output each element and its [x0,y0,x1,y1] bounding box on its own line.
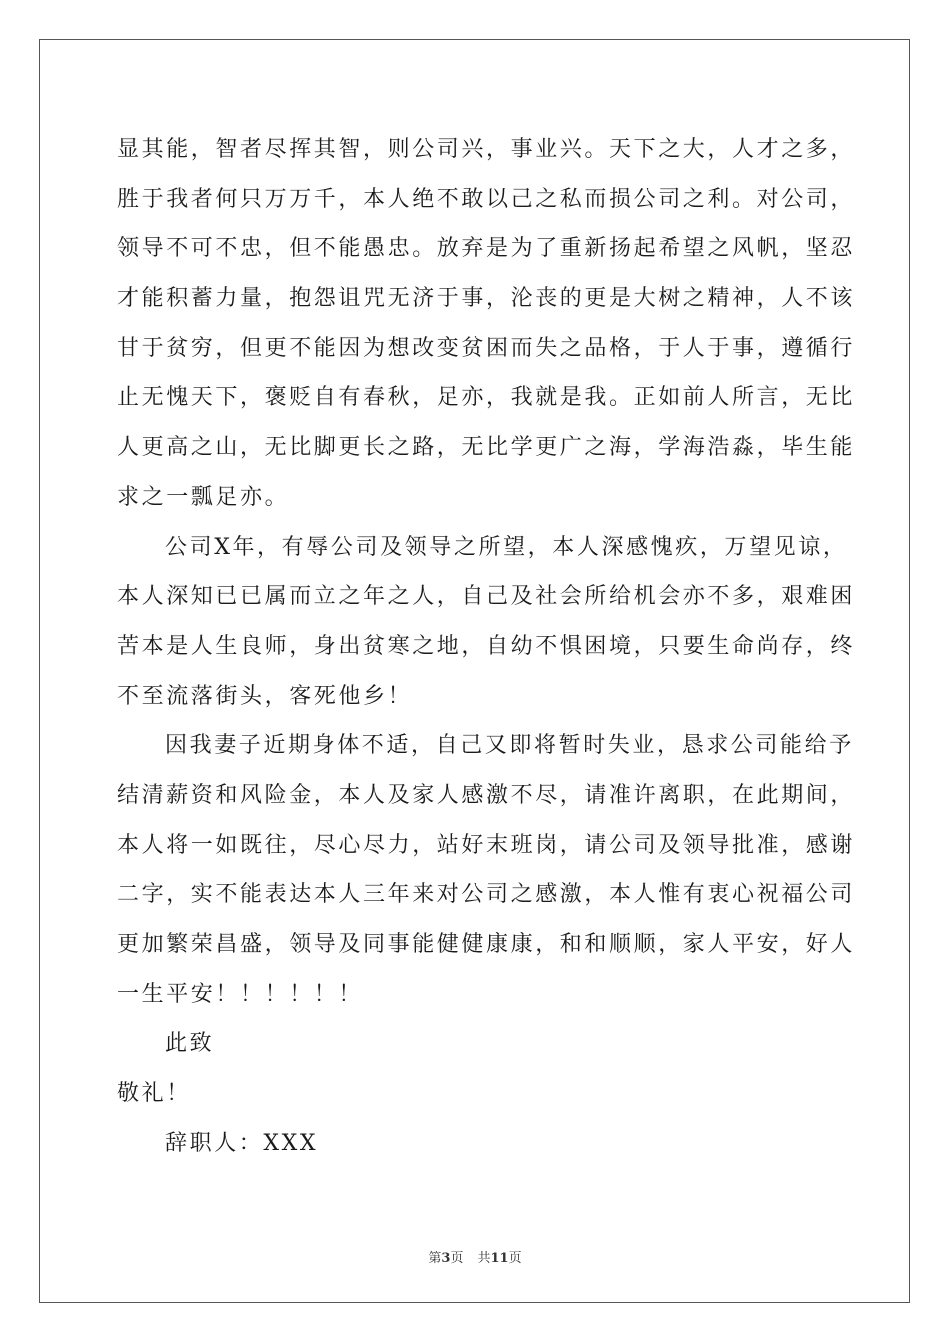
total-pages: 11 [490,1251,509,1266]
text-line-18: 一生平安！！！！！！ [117,981,364,1007]
text-line-17: 更加繁荣昌盛，领导及同事能健健康康，和和顺顺，家人平安，好人 [117,932,856,957]
text-line-1: 显其能，智者尽挥其智，则公司兴，事业兴。天下之大，人才之多， [117,137,856,162]
text-line-15: 本人将一如既往，尽心尽力，站好末班岗，请公司及领导批准，感谢 [117,832,856,858]
text-line-3: 领导不可不忠，但不能愚忠。放弃是为了重新扬起希望之风帆，坚忍 [117,236,856,262]
text-line-7: 人更高之山，无比脚更长之路，无比学更广之海，学海浩淼，毕生能 [117,435,856,461]
text-line-11: 苦本是人生良师，身出贫寒之地，自幼不惧困境，只要生命尚存，终 [117,633,856,659]
closing-regards: 敬礼！ [117,1081,191,1107]
text-line-2: 胜于我者何只万万千，本人绝不敢以己之私而损公司之利。对公司， [117,186,856,212]
signature-line: 辞职人：XXX [165,1130,319,1156]
page-suffix: 页 [450,1251,464,1266]
page-prefix: 第 [428,1251,442,1266]
document-body [117,125,856,1168]
text-line-6: 止无愧天下，褒贬自有春秋，足亦，我就是我。正如前人所言，无比 [117,385,856,411]
text-line-5: 甘于贫穷，但更不能因为想改变贫困而失之品格，于人于事，遵循行 [117,335,856,361]
text-line-8: 求之一瓢足亦。 [117,484,290,510]
total-suffix: 页 [508,1251,522,1266]
text-line-9: 公司X年，有辱公司及领导之所望，本人深感愧疚，万望见谅， [165,534,848,560]
text-line-16: 二字，实不能表达本人三年来对公司之感激，本人惟有衷心祝福公司 [117,882,856,908]
page-footer [0,1247,950,1266]
page-number: 3 [441,1251,451,1266]
total-prefix: 共 [477,1251,491,1266]
text-line-14: 结清薪资和风险金，本人及家人感激不尽，请准许离职，在此期间， [117,782,856,808]
text-line-12: 不至流落街头，客死他乡！ [117,683,413,709]
text-line-4: 才能积蓄力量，抱怨诅咒无济于事，沦丧的更是大树之精神，人不该 [117,286,856,312]
text-line-10: 本人深知已已属而立之年之人，自己及社会所给机会亦不多，艰难困 [117,584,856,610]
closing-salutation: 此致 [165,1031,215,1057]
text-line-13: 因我妻子近期身体不适，自己又即将暂时失业，恳求公司能给予 [165,733,854,759]
